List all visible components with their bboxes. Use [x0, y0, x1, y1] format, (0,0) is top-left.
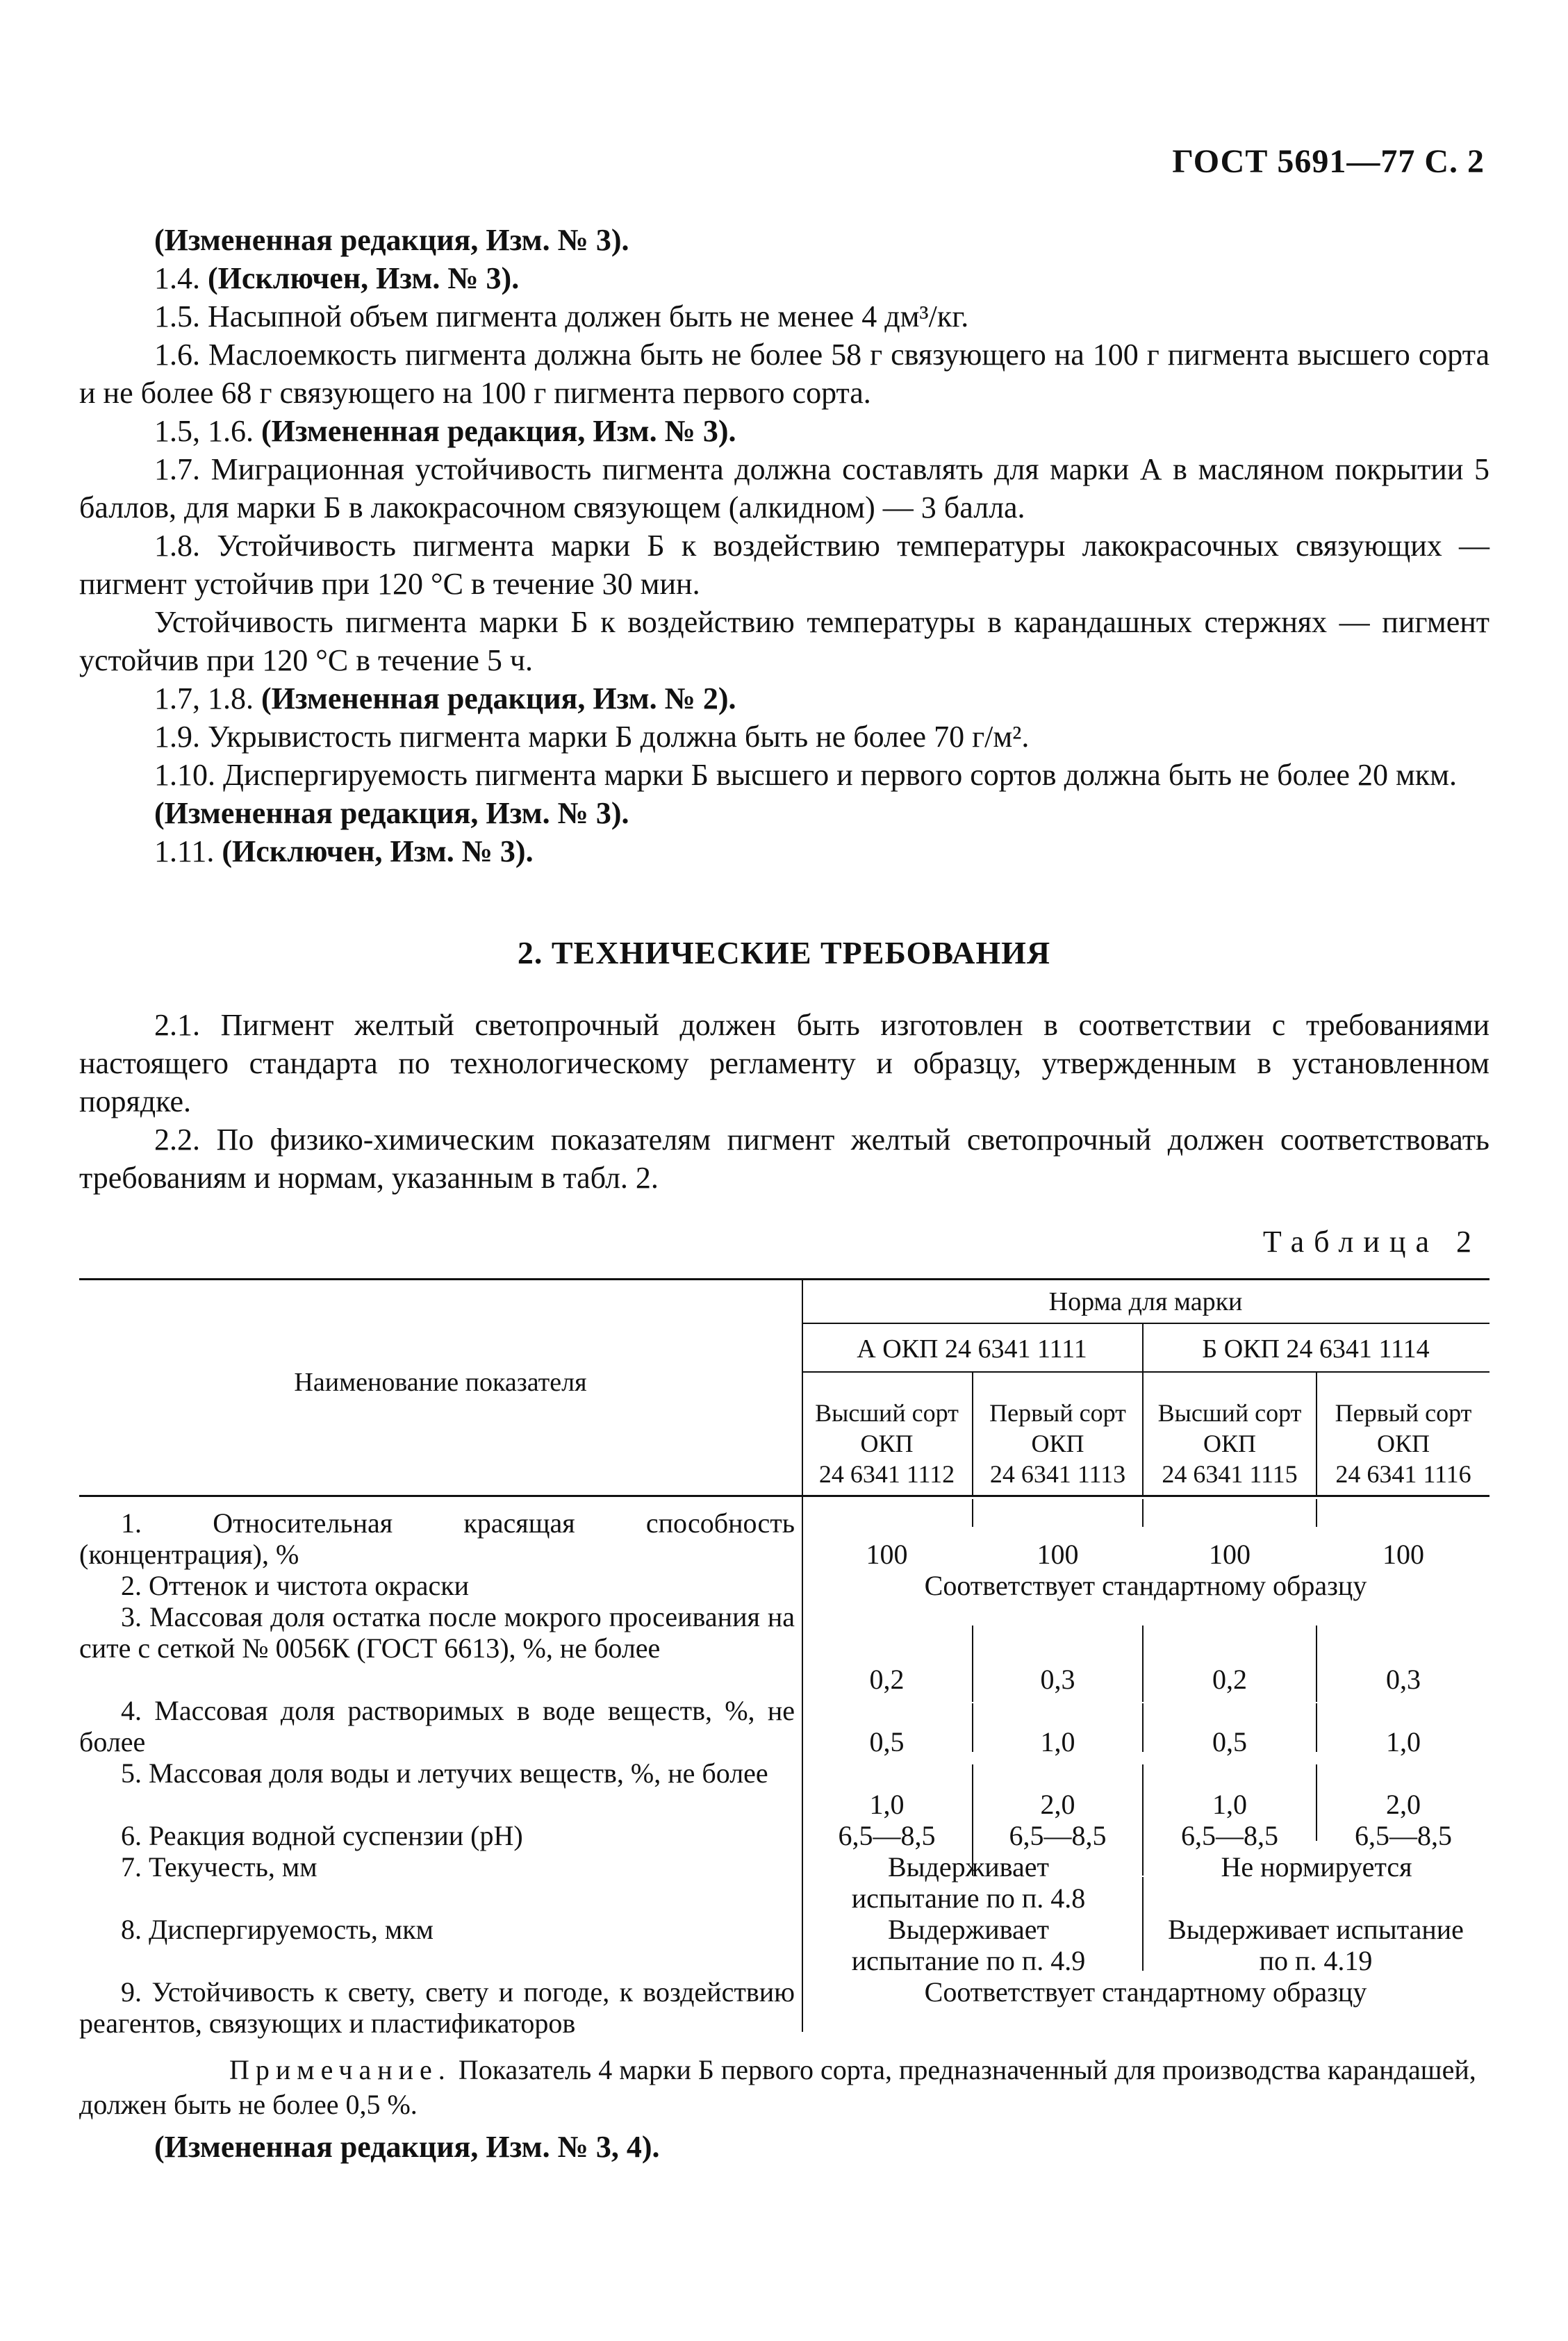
subhead-okp: ОКП	[860, 1430, 914, 1457]
table-cell: 100	[1383, 1539, 1424, 1570]
table-cell-half: Выдерживает испытание по п. 4.8	[851, 1851, 1086, 1914]
body-text-block	[79, 221, 1489, 870]
table-rule	[802, 1323, 1489, 1324]
table-cell: 0,3	[1386, 1664, 1421, 1695]
paragraph	[79, 603, 1489, 679]
paragraph-text: 1.10. Диспергируемость пигмента марки Б высшего и первого сортов должна быть не более 20 мкм.	[154, 758, 1458, 792]
paragraph-text: 1.5, 1.6.	[154, 414, 261, 448]
paragraph-text: 1.9. Укрывистость пигмента марки Б должна быть не более 70 г/м².	[154, 720, 1030, 754]
paragraph	[79, 832, 1489, 870]
table-subhead	[802, 1398, 972, 1489]
paragraph-text: 1.7. Миграционная устойчивость пигмента должна составлять для марки А в масляном покрытии 5 баллов, для марки Б в лакокрасочном связующем (алкидном) — 3 балла.	[79, 452, 1489, 524]
paragraph-text: 1.8. Устойчивость пигмента марки Б к воздействию температуры лакокрасочных связующих — пигмент устойчив при 120 °С в течение 30 мин.	[79, 529, 1489, 601]
subhead-grade: Высший сорт	[1157, 1399, 1302, 1427]
table-row-name: 3. Массовая доля остатка после мокрого просеивания на сите с сеткой № 0056К (ГОСТ 6613), %, не более	[79, 1601, 795, 1664]
table-note	[79, 2053, 1489, 2122]
table-caption: Таблица 2	[1262, 1225, 1481, 1259]
table-col-rule	[1316, 1499, 1317, 1527]
table-cell: 0,2	[869, 1664, 905, 1695]
note-label: Примечание.	[229, 2054, 452, 2085]
paragraph-bold: (Измененная редакция, Изм. № 3).	[154, 223, 629, 257]
subhead-okp: ОКП	[1031, 1430, 1084, 1457]
table-cell-half: Выдерживает испытание по п. 4.9	[851, 1914, 1086, 1976]
table-cell: 0,5	[869, 1726, 905, 1757]
table-cell-span: Соответствует стандартному образцу	[924, 1976, 1367, 2008]
table-subhead	[1317, 1398, 1489, 1489]
table-cell: 1,0	[1040, 1726, 1075, 1757]
table-row-name: 4. Массовая доля растворимых в воде веществ, %, не более	[79, 1695, 795, 1757]
table-cell: 2,0	[1386, 1789, 1421, 1820]
table-rule	[802, 1371, 1489, 1373]
paragraph-text: 1.4.	[154, 261, 208, 295]
paragraph	[79, 527, 1489, 603]
subhead-code: 24 6341 1112	[818, 1460, 955, 1488]
section-title: 2. ТЕХНИЧЕСКИЕ ТРЕБОВАНИЯ	[517, 935, 1051, 970]
paragraph-text: 1.5. Насыпной объем пигмента должен быть не менее 4 дм³/кг.	[154, 299, 969, 333]
paragraph-text: 1.7, 1.8.	[154, 681, 261, 715]
table-cell: 0,2	[1212, 1664, 1247, 1695]
paragraph	[79, 450, 1489, 527]
table-header-rule	[79, 1495, 1489, 1497]
subhead-grade: Первый сорт	[1335, 1399, 1472, 1427]
table-cell-span: Соответствует стандартному образцу	[924, 1570, 1367, 1601]
paragraph	[79, 794, 1489, 832]
table-cell-half: Не нормируется	[1221, 1851, 1412, 1883]
paragraph	[79, 412, 1489, 450]
paragraph-text: 1.6. Маслоемкость пигмента должна быть не более 58 г связующего на 100 г пигмента высшего сорта и не более 68 г связующего на 100 г пигмента первого сорта.	[79, 338, 1489, 410]
table-head-grade-b: Б ОКП 24 6341 1114	[1202, 1334, 1430, 1364]
table-cell: 6,5—8,5	[1355, 1820, 1452, 1851]
table-row-name: 5. Массовая доля воды и летучих веществ, %, не более	[121, 1757, 768, 1789]
table-subhead	[973, 1398, 1142, 1489]
table-head-name: Наименование показателя	[294, 1368, 587, 1397]
subhead-okp: ОКП	[1376, 1430, 1430, 1457]
table-cell: 0,3	[1040, 1664, 1075, 1695]
subhead-code: 24 6341 1113	[989, 1460, 1126, 1488]
table-head-grade-a: А ОКП 24 6341 1111	[857, 1334, 1087, 1364]
table-row-name: 6. Реакция водной суспензии (pH)	[121, 1820, 523, 1851]
paragraph	[79, 221, 1489, 259]
paragraph-text: 1.11.	[154, 834, 222, 868]
paragraph: 2.1. Пигмент желтый светопрочный должен быть изготовлен в соответствии с требованиями настоящего стандарта по технологическому регламенту и образцу, утвержденным в установленном порядке.	[79, 1008, 1489, 1118]
final-amendment-note: (Измененная редакция, Изм. № 3, 4).	[154, 2130, 660, 2164]
paragraph-bold: (Измененная редакция, Изм. № 3).	[154, 796, 629, 830]
table-row-name: 7. Текучесть, мм	[121, 1851, 317, 1883]
page-header: ГОСТ 5691—77 С. 2	[1172, 143, 1485, 180]
table-row-name: 2. Оттенок и чистота окраски	[121, 1570, 470, 1601]
paragraph	[79, 297, 1489, 336]
note-text: Показатель 4 марки Б первого сорта, предназначенный для производства карандашей, должен быть не более 0,5 %.	[79, 2054, 1476, 2120]
table-col-rule	[802, 1278, 803, 2032]
paragraph-bold: (Измененная редакция, Изм. № 3).	[261, 414, 736, 448]
table-cell: 6,5—8,5	[1009, 1820, 1107, 1851]
paragraph	[79, 679, 1489, 718]
subhead-code: 24 6341 1116	[1335, 1460, 1471, 1488]
table-row-name: 1. Относительная красящая способность (концентрация), %	[79, 1507, 795, 1570]
subhead-grade: Первый сорт	[989, 1399, 1126, 1427]
section-text-block	[79, 1006, 1489, 1197]
paragraph	[79, 756, 1489, 794]
table-cell: 1,0	[1212, 1789, 1247, 1820]
table-cell: 100	[1209, 1539, 1251, 1570]
subhead-code: 24 6341 1115	[1162, 1460, 1298, 1488]
table-cell: 1,0	[1386, 1726, 1421, 1757]
paragraph: 2.2. По физико-химическим показателям пигмент желтый светопрочный должен соответствовать требованиям и нормам, указанным в табл. 2.	[79, 1123, 1489, 1195]
table-head-norm: Норма для марки	[1048, 1287, 1243, 1316]
paragraph-bold: (Исключен, Изм. № 3).	[222, 834, 534, 868]
table-row-name: 9. Устойчивость к свету, свету и погоде, к воздействию реагентов, связующих и пластификаторов	[79, 1976, 795, 2039]
table-col-rule	[1142, 1499, 1144, 1527]
table-top-rule	[79, 1278, 1489, 1280]
table-cell-half: Выдерживает испытание по п. 4.19	[1168, 1914, 1464, 1976]
paragraph	[79, 336, 1489, 412]
table-cell: 100	[1037, 1539, 1079, 1570]
subhead-grade: Высший сорт	[815, 1399, 959, 1427]
table-cell: 2,0	[1040, 1789, 1075, 1820]
table-cell: 100	[866, 1539, 908, 1570]
table-cell: 6,5—8,5	[1181, 1820, 1278, 1851]
table-2	[79, 1278, 1489, 2039]
paragraph-text: Устойчивость пигмента марки Б к воздействию температуры в карандашных стержнях — пигмент устойчив при 120 °С в течение 5 ч.	[79, 605, 1489, 677]
paragraph	[79, 259, 1489, 297]
paragraph-bold: (Измененная редакция, Изм. № 2).	[261, 681, 736, 715]
table-cell: 6,5—8,5	[838, 1820, 936, 1851]
table-cell: 1,0	[869, 1789, 905, 1820]
paragraph	[79, 718, 1489, 756]
subhead-okp: ОКП	[1203, 1430, 1256, 1457]
table-cell: 0,5	[1212, 1726, 1247, 1757]
table-subhead	[1144, 1398, 1316, 1489]
table-col-rule	[972, 1499, 973, 1527]
table-col-rule	[1142, 1877, 1144, 1971]
paragraph-bold: (Исключен, Изм. № 3).	[208, 261, 520, 295]
table-row-name: 8. Диспергируемость, мкм	[121, 1914, 434, 1945]
